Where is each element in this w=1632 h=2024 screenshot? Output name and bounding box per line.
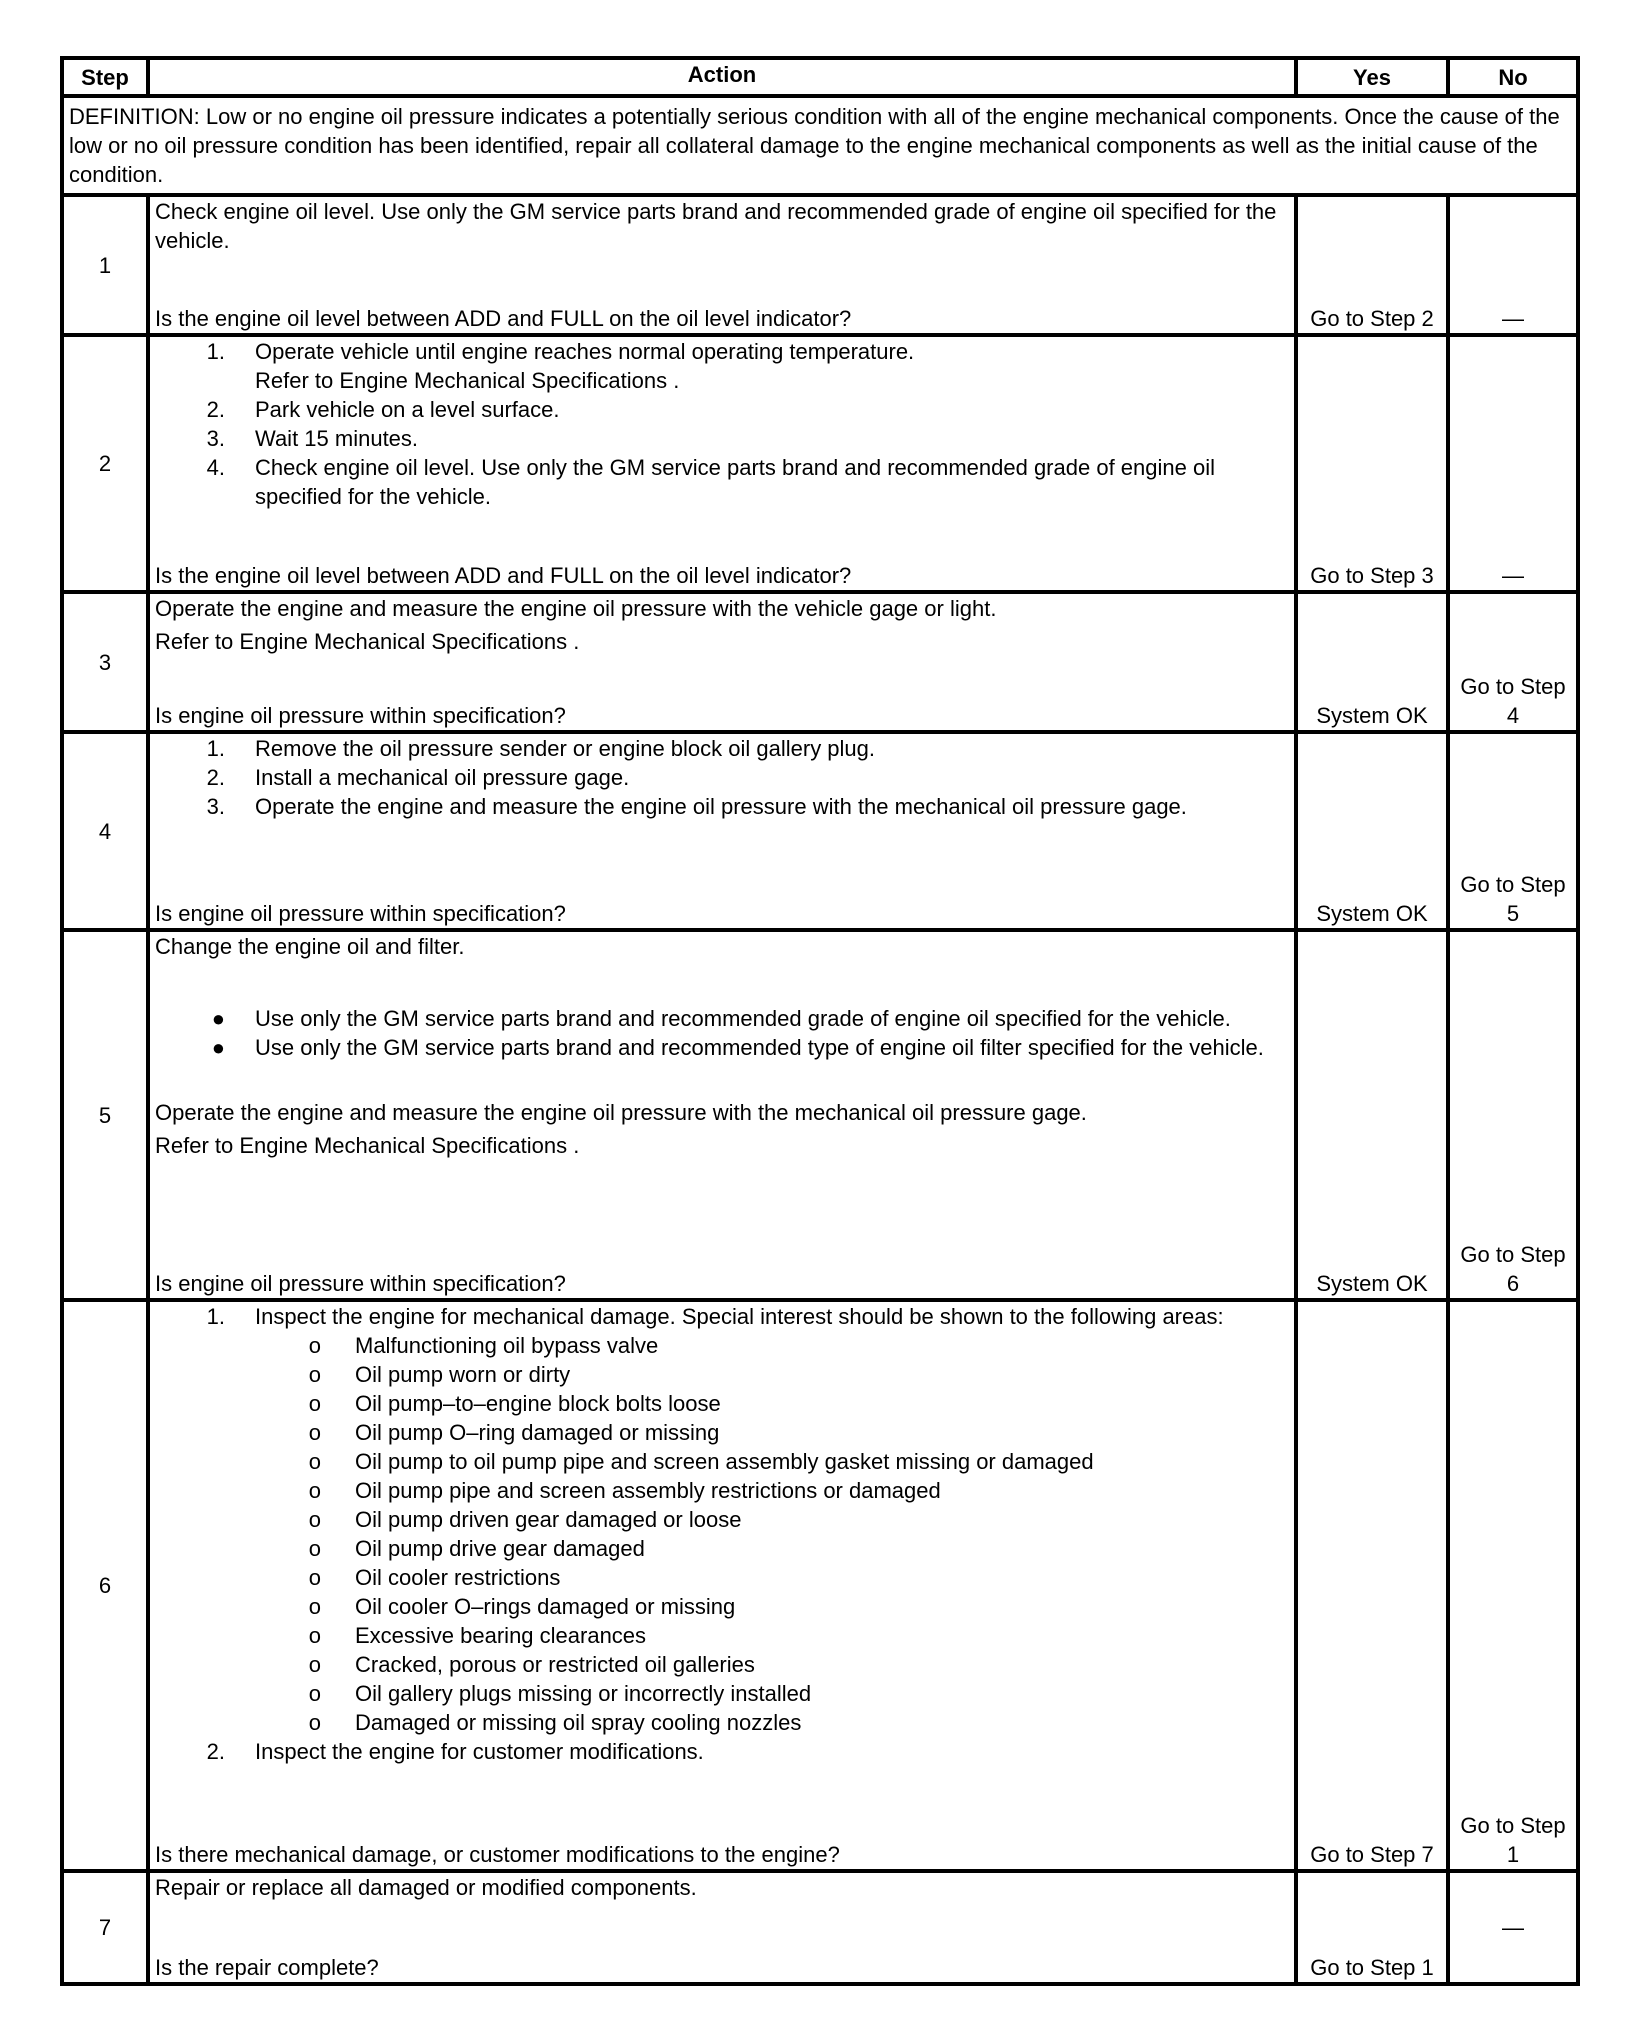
sub-list-item: o Malfunctioning oil bypass valve — [155, 1331, 1289, 1360]
sub-list-item: o Damaged or missing oil spray cooling nozzles — [155, 1708, 1289, 1737]
sub-list-item: o Oil pump to oil pump pipe and screen assembly gasket missing or damaged — [155, 1447, 1289, 1476]
table-row — [62, 930, 1578, 1300]
circle-bullet-icon: o — [308, 1652, 321, 1677]
bullet-icon: ● — [211, 1006, 225, 1031]
sub-list-item: o Oil cooler O–rings damaged or missing — [155, 1592, 1289, 1621]
sub-list-item: o Oil pump drive gear damaged — [155, 1534, 1289, 1563]
header-yes: Yes — [1296, 58, 1448, 96]
table-row — [62, 1871, 1578, 1984]
list-item: 3. Operate the engine and measure the engine oil pressure with the mechanical oil pressure gage. — [206, 794, 1187, 819]
question-text: Is the engine oil level between ADD and FULL on the oil level indicator? — [155, 306, 852, 331]
list-item: 3. Wait 15 minutes. — [206, 426, 419, 451]
circle-bullet-icon: o — [308, 1536, 321, 1561]
no-link[interactable]: Go to Step 5 — [1448, 732, 1578, 930]
step-number: 4 — [62, 732, 148, 930]
question-text: Is the engine oil level between ADD and FULL on the oil level indicator? — [155, 563, 852, 588]
table-row — [62, 195, 1578, 335]
circle-bullet-icon: o — [308, 1565, 321, 1590]
table-row — [62, 592, 1578, 732]
sub-list-item: o Oil pump–to–engine block bolts loose — [155, 1389, 1289, 1418]
sub-list-item: o Oil cooler restrictions — [155, 1563, 1289, 1592]
yes-link[interactable]: Go to Step 3 — [1296, 335, 1448, 592]
sub-list-item: o Oil pump O–ring damaged or missing — [155, 1418, 1289, 1447]
reference-link[interactable]: Refer to Engine Mechanical Specifications . — [255, 368, 680, 393]
no-link[interactable]: Go to Step 6 — [1448, 930, 1578, 1300]
step-number: 2 — [62, 335, 148, 592]
question-text: Is there mechanical damage, or customer modifications to the engine? — [155, 1842, 840, 1867]
table-row — [62, 732, 1578, 930]
list-item: 2. Park vehicle on a level surface. — [206, 397, 560, 422]
sub-list-item: o Excessive bearing clearances — [155, 1621, 1289, 1650]
question-text: Is the repair complete? — [155, 1955, 379, 1980]
circle-bullet-icon: o — [308, 1478, 321, 1503]
header-action: Action — [148, 58, 1296, 96]
circle-bullet-icon: o — [308, 1594, 321, 1619]
action-text: Operate the engine and measure the engine oil pressure with the mechanical oil pressure gage. — [155, 1100, 1087, 1125]
circle-bullet-icon: o — [308, 1449, 321, 1474]
sub-list-item: o Oil gallery plugs missing or incorrectly installed — [155, 1679, 1289, 1708]
table-row — [62, 1300, 1578, 1871]
diagnostic-table — [60, 56, 1580, 1986]
table-row — [62, 335, 1578, 592]
action-text: Change the engine oil and filter. — [155, 934, 465, 959]
bullet-item: ● Use only the GM service parts brand and recommended grade of engine oil specified for the vehicle. — [155, 1004, 1289, 1033]
definition-row — [62, 96, 1578, 195]
list-item: 2. Inspect the engine for customer modifications. — [206, 1739, 704, 1764]
list-item: 1. Remove the oil pressure sender or engine block oil gallery plug. — [206, 736, 876, 761]
no-link: — — [1448, 335, 1578, 592]
sub-list-item: o Oil pump pipe and screen assembly restrictions or damaged — [155, 1476, 1289, 1505]
circle-bullet-icon: o — [308, 1391, 321, 1416]
yes-text: System OK — [1296, 930, 1448, 1300]
header-step: Step — [62, 58, 148, 96]
question-text: Is engine oil pressure within specification? — [155, 703, 566, 728]
circle-bullet-icon: o — [308, 1623, 321, 1648]
step-number: 6 — [62, 1300, 148, 1871]
bullet-icon: ● — [211, 1035, 225, 1060]
list-item: 1. Inspect the engine for mechanical damage. Special interest should be shown to the following areas: — [206, 1304, 1224, 1329]
step-number: 1 — [62, 195, 148, 335]
circle-bullet-icon: o — [308, 1507, 321, 1532]
sub-list-item: o Oil pump worn or dirty — [155, 1360, 1289, 1389]
definition-text: DEFINITION: Low or no engine oil pressure indicates a potentially serious condition with all of the engine mechanical components. Once the cause of the low or no oil pressure condition has been identified, repair all collateral damage to the engine mechanical components as well as the initial cause of the condition. — [62, 96, 1578, 195]
step-number: 7 — [62, 1871, 148, 1984]
yes-link[interactable]: Go to Step 7 — [1296, 1300, 1448, 1871]
yes-link[interactable]: Go to Step 1 — [1296, 1871, 1448, 1984]
header-no: No — [1448, 58, 1578, 96]
yes-text: System OK — [1296, 592, 1448, 732]
reference-link[interactable]: Refer to Engine Mechanical Specifications . — [155, 1133, 580, 1158]
list-item: 1. Operate vehicle until engine reaches normal operating temperature. Refer to Engine Mechanical Specifications . — [206, 339, 915, 393]
yes-text: System OK — [1296, 732, 1448, 930]
action-text: Repair or replace all damaged or modified components. — [155, 1875, 697, 1900]
reference-link[interactable]: Refer to Engine Mechanical Specifications . — [155, 629, 580, 654]
no-link[interactable]: Go to Step 1 — [1448, 1300, 1578, 1871]
question-text: Is engine oil pressure within specification? — [155, 1271, 566, 1296]
sub-list-item: o Oil pump driven gear damaged or loose — [155, 1505, 1289, 1534]
circle-bullet-icon: o — [308, 1362, 321, 1387]
header-row — [62, 58, 1578, 96]
list-item: 2. Install a mechanical oil pressure gage. — [206, 765, 630, 790]
action-text: Operate the engine and measure the engine oil pressure with the vehicle gage or light. — [155, 596, 997, 621]
step-number: 5 — [62, 930, 148, 1300]
list-item: 4. Check engine oil level. Use only the GM service parts brand and recommended grade of engine oil specified for the vehicle. — [206, 455, 1215, 509]
no-link: — — [1448, 195, 1578, 335]
question-text: Is engine oil pressure within specification? — [155, 901, 566, 926]
yes-link[interactable]: Go to Step 2 — [1296, 195, 1448, 335]
circle-bullet-icon: o — [308, 1333, 321, 1358]
circle-bullet-icon: o — [308, 1681, 321, 1706]
circle-bullet-icon: o — [308, 1710, 321, 1735]
no-link: — — [1448, 1871, 1578, 1984]
circle-bullet-icon: o — [308, 1420, 321, 1445]
bullet-item: ● Use only the GM service parts brand and recommended type of engine oil filter specified for the vehicle. — [155, 1033, 1289, 1062]
action-text: Check engine oil level. Use only the GM service parts brand and recommended grade of engine oil specified for the vehicle. — [155, 199, 1277, 253]
step-number: 3 — [62, 592, 148, 732]
sub-list-item: o Cracked, porous or restricted oil galleries — [155, 1650, 1289, 1679]
no-link[interactable]: Go to Step 4 — [1448, 592, 1578, 732]
